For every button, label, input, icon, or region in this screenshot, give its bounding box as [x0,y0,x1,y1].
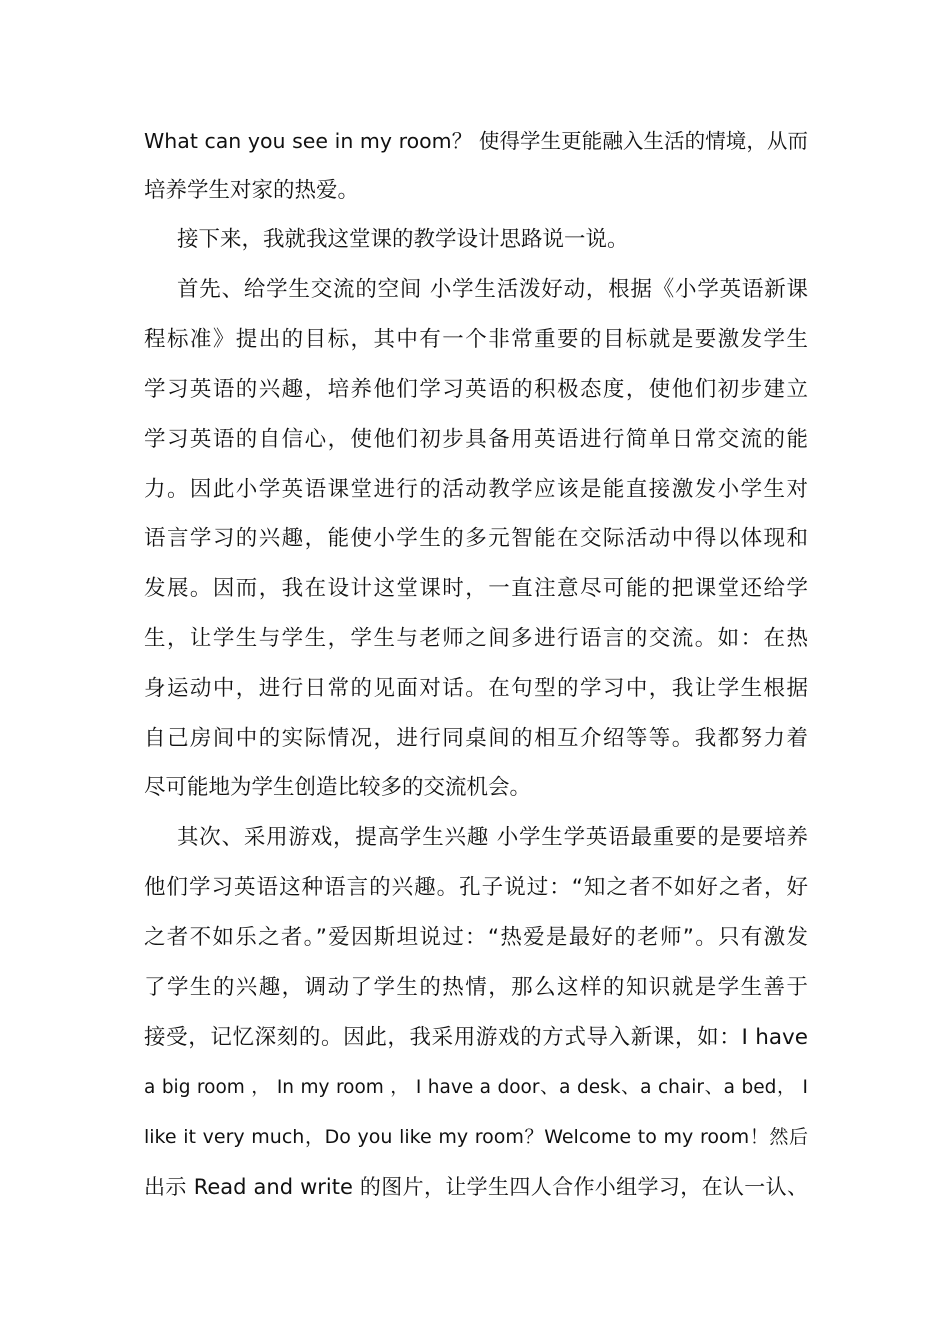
text-line: 接下来，我就我这堂课的教学设计思路说一说。 [177,227,629,252]
text-line: 尽可能地为学生创造比较多的交流机会。 [144,775,532,800]
text-line: a big room ， In my room ， I have a door、a desk、a chair、a bed， I [144,1077,808,1098]
text-line: 之者不如乐之者。”爱因斯坦说过：“热爱是最好的老师”。只有激发 [144,925,808,950]
text-line: 身运动中，进行日常的见面对话。在句型的学习中，我让学生根据 [144,676,808,701]
text-line: like it very much，Do you like my room？Welcome to my room！然后 [144,1126,808,1148]
text-line: 程标准》提出的目标，其中有一个非常重要的目标就是要激发学生 [144,327,808,352]
text-line: What can you see in my room？ 使得学生更能融入生活的情境，从而 [144,129,808,153]
text-line: 发展。因而，我在设计这堂课时，一直注意尽可能的把课堂还给学 [144,576,808,601]
text-line: 力。因此小学英语课堂进行的活动教学应该是能直接激发小学生对 [144,477,808,502]
text-line: 接受，记忆深刻的。因此，我采用游戏的方式导入新课，如：I have [144,1025,808,1050]
text-line: 了学生的兴趣，调动了学生的热情，那么这样的知识就是学生善于 [144,975,808,1000]
text-line: 培养学生对家的热爱。 [144,178,360,203]
text-line: 生，让学生与学生，学生与老师之间多进行语言的交流。如：在热 [144,626,808,651]
text-line: 他们学习英语这种语言的兴趣。孔子说过：“知之者不如好之者，好 [144,875,808,900]
text-line: 学习英语的兴趣，培养他们学习英语的积极态度，使他们初步建立 [144,377,808,402]
text-line: 首先、给学生交流的空间 小学生活泼好动，根据《小学英语新课 [177,277,808,302]
text-line: 语言学习的兴趣，能使小学生的多元智能在交际活动中得以体现和 [144,526,808,551]
text-line: 学习英语的自信心，使他们初步具备用英语进行简单日常交流的能 [144,427,808,452]
text-line: 其次、采用游戏，提高学生兴趣 小学生学英语最重要的是要培养 [177,825,808,850]
text-line: 出示 Read and write 的图片，让学生四人合作小组学习，在认一认、 [144,1175,808,1199]
text-line: 自己房间中的实际情况，进行同桌间的相互介绍等等。我都努力着 [144,726,808,751]
